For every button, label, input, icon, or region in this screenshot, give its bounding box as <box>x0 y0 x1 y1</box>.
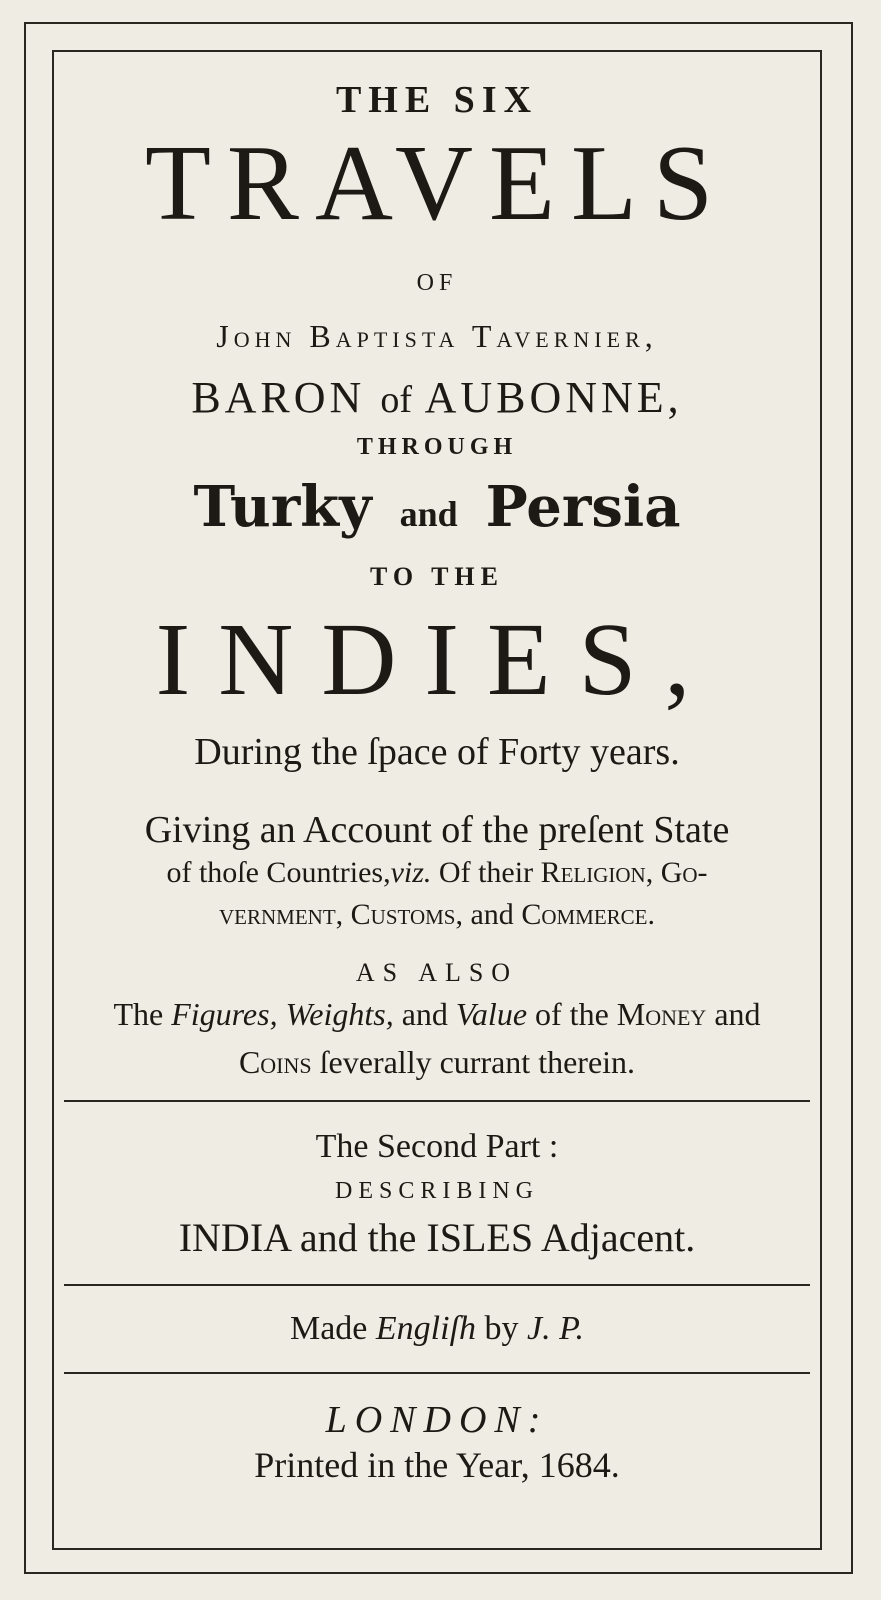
baron-place: AUBONNE, <box>424 373 683 422</box>
by-word: by <box>476 1310 528 1347</box>
divider-rule <box>64 1284 810 1286</box>
giving-line-2 <box>52 856 822 890</box>
money-word: Money <box>616 996 707 1032</box>
religion-word: Religion, <box>540 856 654 889</box>
heading-indies: INDIES, <box>155 602 719 717</box>
figures-the: The <box>113 996 172 1032</box>
english-word: Engliſh <box>375 1310 477 1347</box>
heading-travels: TRAVELS <box>144 124 730 243</box>
giving-line-2-b: Of their <box>431 856 541 889</box>
viz-word: viz. <box>390 856 432 889</box>
route-turky: Turky <box>193 474 372 540</box>
author-title <box>52 372 822 423</box>
coins-rest: ſeverally currant therein. <box>311 1044 636 1080</box>
author-name: John Baptista Tavernier, <box>216 318 658 354</box>
through-text: THROUGH <box>356 434 518 460</box>
imprint-place: LONDON: <box>325 1399 549 1441</box>
value-word: Value <box>455 996 528 1032</box>
india-line: INDIA and the ISLES Adjacent. <box>178 1215 696 1260</box>
figures-and: and <box>393 996 456 1032</box>
made-word: Made <box>289 1310 376 1347</box>
commerce-word: Commerce. <box>521 898 656 931</box>
giving-line-3 <box>52 898 822 932</box>
divider-rule <box>64 1100 810 1102</box>
figures-word: Figures, <box>171 996 278 1032</box>
coins-line <box>52 1044 822 1081</box>
heading-of: OF <box>416 270 458 296</box>
translator-initials: J. P. <box>527 1310 584 1347</box>
imprint-date: Printed in the Year, 1684. <box>254 1445 620 1485</box>
as-also-text: AS ALSO <box>355 958 519 987</box>
baron-word: BARON <box>191 373 366 422</box>
describing-text: DESCRIBING <box>334 1178 539 1204</box>
divider-rule <box>64 1372 810 1374</box>
customs-word: Customs, <box>350 898 463 931</box>
during-line: During the ſpace of Forty years. <box>194 731 680 773</box>
giving-line-3-space <box>343 898 351 931</box>
figures-of-the: of the <box>527 996 617 1032</box>
figures-and-2: and <box>706 996 761 1032</box>
weights-word: Weights, <box>285 996 394 1032</box>
title-page <box>52 50 822 1550</box>
giving-line-1: Giving an Account of the preſent State <box>144 809 730 851</box>
route-line <box>52 474 822 540</box>
coins-word: Coins <box>238 1044 312 1080</box>
figures-line <box>52 996 822 1033</box>
route-and: and <box>399 494 458 534</box>
second-part-text: The Second Part : <box>315 1128 559 1165</box>
route-persia: Persia <box>485 474 681 540</box>
government-start: Go- <box>653 856 708 889</box>
translator-line <box>52 1310 822 1348</box>
government-end: vernment, <box>218 898 344 931</box>
baron-of: of <box>380 379 412 421</box>
giving-line-3-and: and <box>462 898 522 931</box>
heading-the-six: THE SIX <box>335 79 539 121</box>
to-the-text: TO THE <box>369 562 505 591</box>
giving-line-2-a: of thoſe Countries, <box>166 856 391 889</box>
